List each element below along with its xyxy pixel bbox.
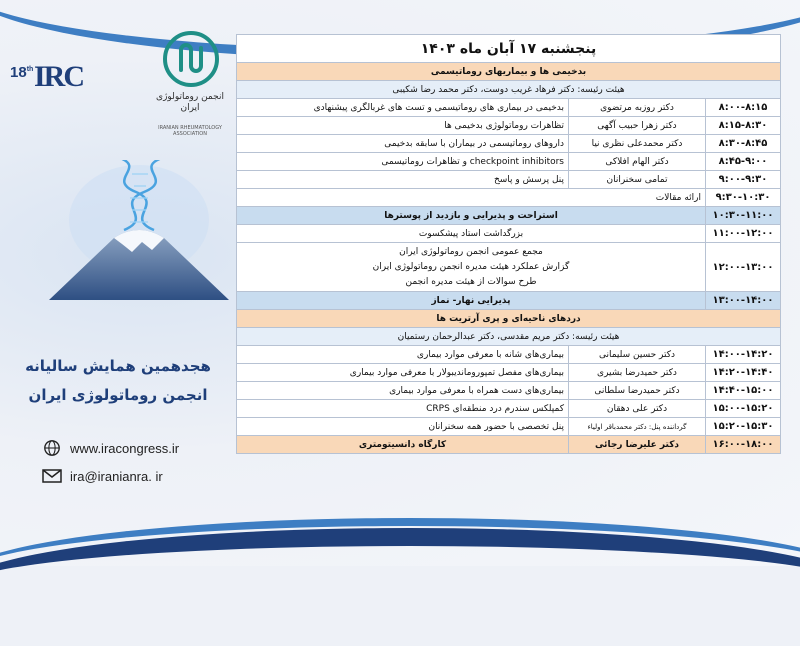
edition-number: 18 — [10, 64, 27, 81]
session-title-row — [237, 63, 781, 81]
association-logo-icon — [162, 30, 220, 88]
congress-title-line1: هجدهمین همایش سالیانه — [25, 357, 211, 375]
email-contact — [42, 466, 163, 486]
speaker-name: دکتر روزبه مرتضوی — [569, 99, 706, 117]
time-slot: ۸:۱۵-۸:۳۰ — [706, 117, 781, 135]
time-slot: ۱۴:۲۰-۱۴:۴۰ — [706, 364, 781, 382]
break-title: استراحت و پذیرایی و بازدید از پوسترها — [237, 207, 706, 225]
talk-topic: پنل تخصصی با حضور همه سخنرانان — [237, 418, 569, 436]
talk-topic: بیماری‌های شانه با معرفی موارد بیماری — [237, 346, 569, 364]
time-slot: ۸:۳۰-۸:۴۵ — [706, 135, 781, 153]
irc-logo: IRC — [34, 60, 84, 93]
schedule-row — [237, 418, 781, 436]
event-title: ارائه مقالات — [237, 189, 706, 207]
logo-english-text: IRANIAN RHEUMATOLOGY ASSOCIATION — [158, 125, 222, 137]
speaker-name: دکتر حسین سلیمانی — [569, 346, 706, 364]
session-title: دردهای ناحیه‌ای و پری آرتریت ها — [237, 310, 781, 328]
speaker-name: تمامی سخنرانان — [569, 171, 706, 189]
schedule-row — [237, 346, 781, 364]
time-slot: ۸:۰۰-۸:۱۵ — [706, 99, 781, 117]
time-slot: ۱۵:۲۰-۱۵:۳۰ — [706, 418, 781, 436]
time-slot: ۱۱:۰۰-۱۲:۰۰ — [706, 225, 781, 243]
talk-topic: بیماری‌های دست همراه با معرفی موارد بیماری — [237, 382, 569, 400]
edition-suffix: th — [26, 66, 34, 73]
globe-icon — [42, 439, 62, 457]
schedule-row — [237, 189, 781, 207]
schedule-header-row — [237, 35, 781, 63]
talk-topic: پنل پرسش و پاسخ — [237, 171, 569, 189]
schedule-row — [237, 225, 781, 243]
speaker-name: دکتر حمیدرضا سلطانی — [569, 382, 706, 400]
talk-topic: تظاهرات روماتولوژی بدخیمی ها — [237, 117, 569, 135]
speaker-name: دکتر الهام افلاکی — [569, 153, 706, 171]
agenda-line: مجمع عمومی انجمن روماتولوژی ایران — [399, 246, 543, 257]
event-title: بزرگداشت استاد پیشکسوت — [237, 225, 706, 243]
time-slot: ۱۳:۰۰-۱۴:۰۰ — [706, 292, 781, 310]
assembly-agenda — [237, 243, 706, 292]
schedule-row — [237, 364, 781, 382]
schedule-row — [237, 135, 781, 153]
break-row — [237, 207, 781, 225]
schedule-row — [237, 171, 781, 189]
session-chairs-row — [237, 81, 781, 99]
time-slot: ۱۴:۰۰-۱۴:۲۰ — [706, 346, 781, 364]
schedule-date: پنجشنبه ۱۷ آبان ماه ۱۴۰۳ — [237, 35, 781, 63]
talk-topic: بیماری‌های مفصل تمپوروماندیبولار با معرفی موارد بیماری — [237, 364, 569, 382]
website-link[interactable]: www.iracongress.ir — [70, 440, 180, 456]
speaker-name: دکتر علیرضا رجائی — [569, 436, 706, 454]
speaker-name: دکتر محمدعلی نظری نیا — [569, 135, 706, 153]
speaker-name: دکتر زهرا حبیب آگهی — [569, 117, 706, 135]
congress-title-line2: انجمن روماتولوژی ایران — [28, 386, 208, 404]
agenda-line: گزارش عملکرد هیئت مدیره انجمن روماتولوژی ایران — [372, 261, 570, 272]
logo-persian-text: انجمن روماتولوژی ایران — [156, 92, 224, 113]
talk-topic: داروهای روماتیسمی در بیماران با سابقه بدخیمی — [237, 135, 569, 153]
website-contact — [42, 438, 179, 458]
speaker-name: دکتر علی دهقان — [569, 400, 706, 418]
talk-topic: checkpoint inhibitors و تظاهرات روماتیسمی — [237, 153, 569, 171]
branding-panel — [0, 0, 236, 566]
schedule-row — [237, 117, 781, 135]
assembly-row — [237, 243, 781, 292]
schedule-row — [237, 382, 781, 400]
break-title: پذیرایی نهار- نماز — [237, 292, 706, 310]
schedule-row — [237, 153, 781, 171]
time-slot: ۹:۰۰-۹:۳۰ — [706, 171, 781, 189]
schedule-row — [237, 436, 781, 454]
time-slot: ۱۵:۰۰-۱۵:۲۰ — [706, 400, 781, 418]
schedule-row — [237, 99, 781, 117]
session-chairs-row — [237, 328, 781, 346]
session-title: بدخیمی ها و بیماریهای روماتیسمی — [237, 63, 781, 81]
schedule-table — [236, 34, 781, 454]
time-slot: ۱۲:۰۰-۱۳:۰۰ — [706, 243, 781, 292]
speaker-name: گرداننده پنل: دکتر محمدباقر اولیاء — [569, 418, 706, 436]
mail-icon — [42, 467, 62, 485]
time-slot: ۱۴:۴۰-۱۵:۰۰ — [706, 382, 781, 400]
talk-topic: بدخیمی در بیماری های روماتیسمی و تست های غربالگری پیشنهادی — [237, 99, 569, 117]
time-slot: ۱۶:۰۰-۱۸:۰۰ — [706, 436, 781, 454]
session-title-row — [237, 310, 781, 328]
dna-mountain-illustration — [44, 160, 234, 310]
speaker-name: دکتر حمیدرضا بشیری — [569, 364, 706, 382]
agenda-line: طرح سوالات از هیئت مدیره انجمن — [405, 276, 537, 287]
schedule-row — [237, 400, 781, 418]
time-slot: ۱۰:۳۰-۱۱:۰۰ — [706, 207, 781, 225]
break-row — [237, 292, 781, 310]
time-slot: ۸:۴۵-۹:۰۰ — [706, 153, 781, 171]
edition-badge — [10, 64, 33, 81]
email-link[interactable]: ira@iranianra. ir — [70, 468, 163, 484]
session-chairs: هیئت رئیسه: دکتر مریم مقدسی، دکتر عبدالرحمان رستمیان — [237, 328, 781, 346]
session-chairs: هیئت رئیسه: دکتر فرهاد غریب دوست، دکتر محمد رضا شکیبی — [237, 81, 781, 99]
talk-topic: کارگاه دانسیتومتری — [237, 436, 569, 454]
talk-topic: کمپلکس سندرم درد منطقه‌ای CRPS — [237, 400, 569, 418]
time-slot: ۹:۳۰-۱۰:۳۰ — [706, 189, 781, 207]
